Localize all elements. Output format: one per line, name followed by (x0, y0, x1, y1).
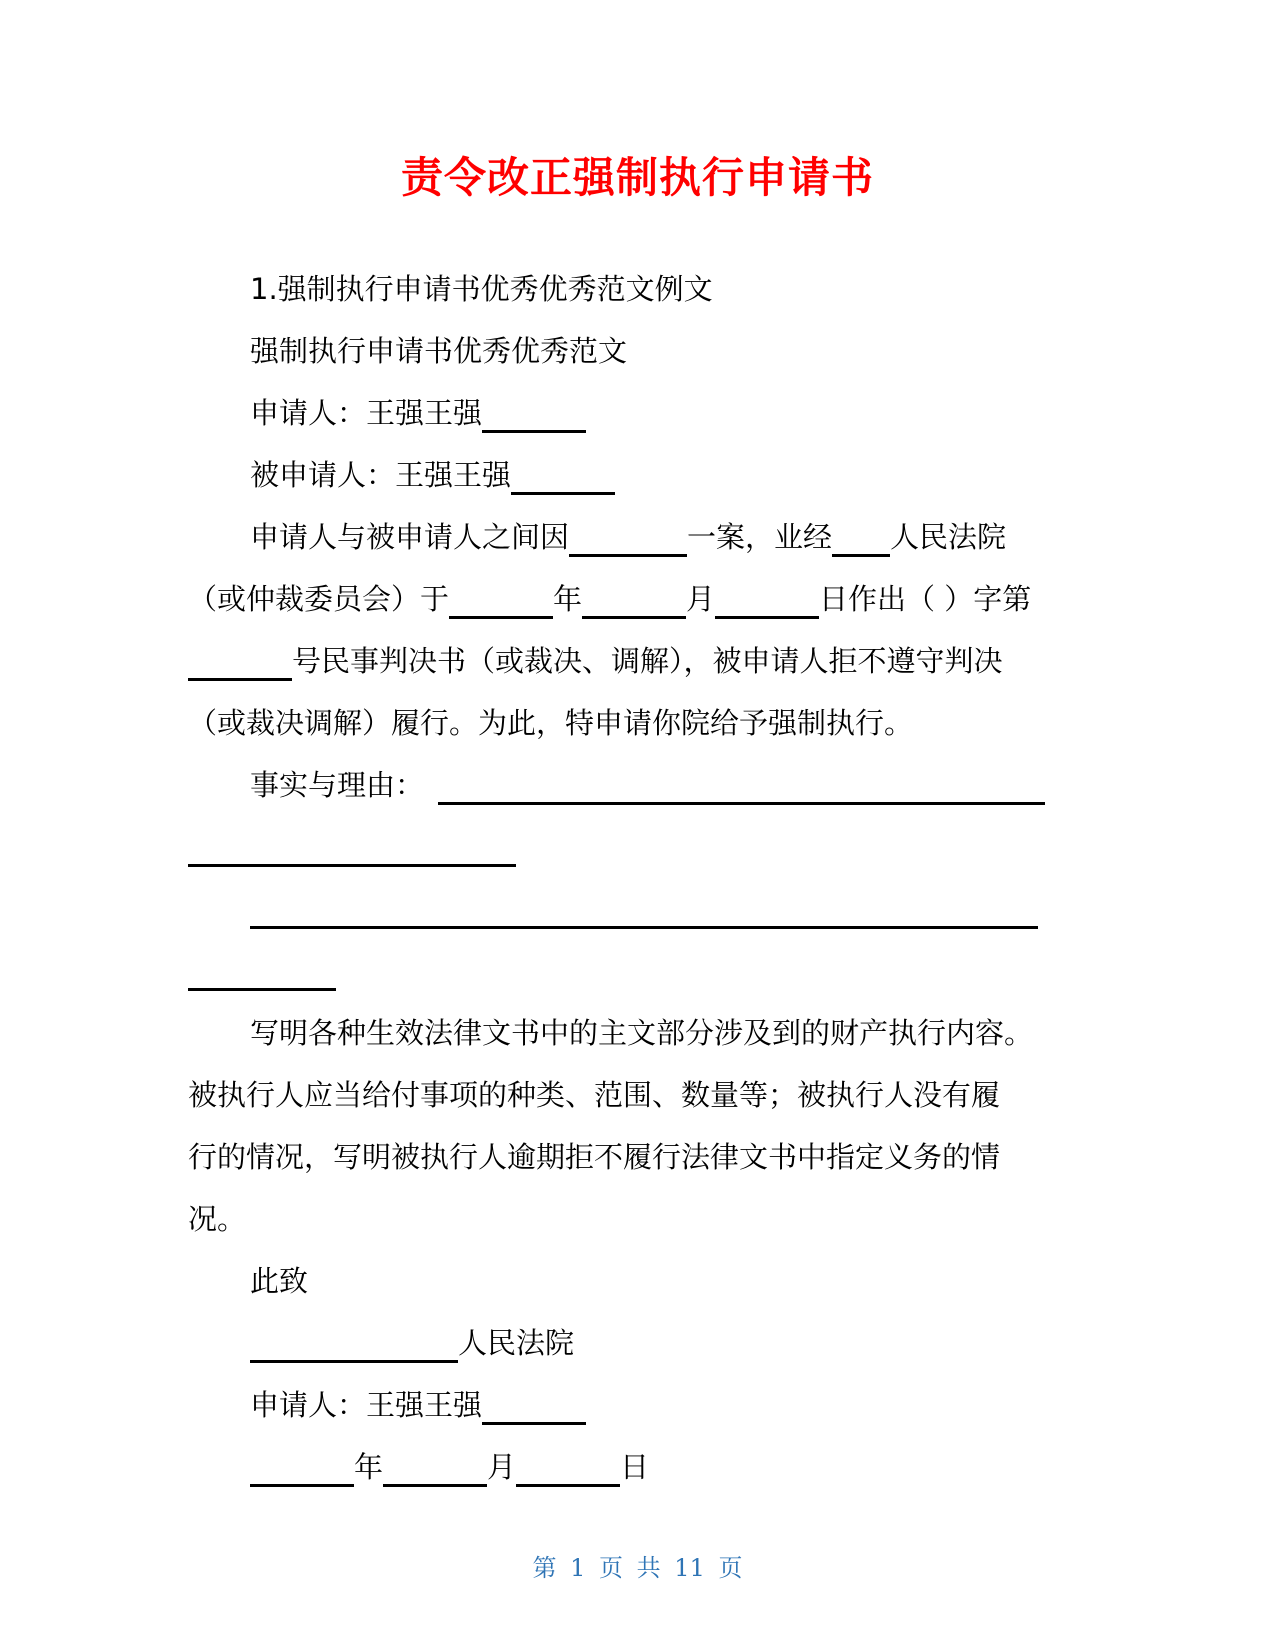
blank-line (188, 940, 1088, 1002)
case-line-3: 号民事判决书（或裁决、调解），被申请人拒不遵守判决 (188, 630, 1088, 692)
facts-reasons-line: 事实与理由： (188, 754, 1088, 816)
blank-field (383, 1448, 487, 1487)
page-number-footer: 第 1 页 共 11 页 (532, 1554, 743, 1582)
blank-line (188, 878, 1088, 940)
blank-line (188, 816, 1088, 878)
content-paragraph-line: 写明各种生效法律文书中的主文部分涉及到的财产执行内容。 (250, 1016, 1034, 1050)
blank-field (516, 1448, 620, 1487)
blank-field (482, 1386, 586, 1425)
blank-field (188, 952, 336, 991)
salutation: 此致 (250, 1264, 309, 1298)
content-paragraph-line: 况。 (188, 1202, 247, 1236)
content-paragraph-line: 行的情况，写明被执行人逾期拒不履行法律文书中指定义务的情 (188, 1140, 1001, 1174)
blank-field (250, 890, 1038, 929)
case-line-1: 申请人与被申请人之间因 一案，业经 人民法院 (188, 506, 1088, 568)
applicant-line: 申请人：王强王强 (188, 382, 1088, 444)
blank-field (188, 828, 516, 867)
blank-field (569, 518, 687, 557)
case-line-2: （或仲裁委员会）于 年 月 日作出（ ）字第 (188, 568, 1088, 630)
court-line: 人民法院 (188, 1312, 1088, 1374)
blank-field (832, 518, 890, 557)
document-body (188, 258, 1088, 1498)
blank-field (449, 580, 553, 619)
signature-applicant-line: 申请人：王强王强 (188, 1374, 1088, 1436)
blank-field (582, 580, 686, 619)
blank-field (482, 394, 586, 433)
respondent-line: 被申请人：王强王强 (188, 444, 1088, 506)
case-line-4: （或裁决调解）履行。为此，特申请你院给予强制执行。 (188, 706, 914, 740)
date-line: 年 月 日 (188, 1436, 1088, 1498)
blank-field (438, 766, 1045, 805)
paragraph-subtitle: 强制执行申请书优秀优秀范文 (250, 334, 628, 368)
blank-field (511, 456, 615, 495)
blank-field (715, 580, 819, 619)
blank-field (188, 642, 292, 681)
blank-field (250, 1448, 354, 1487)
document-title: 责令改正强制执行申请书 (400, 153, 874, 202)
blank-field (250, 1324, 458, 1363)
paragraph-heading: 1.强制执行申请书优秀优秀范文例文 (250, 272, 713, 306)
content-paragraph-line: 被执行人应当给付事项的种类、范围、数量等；被执行人没有履 (188, 1078, 1001, 1112)
